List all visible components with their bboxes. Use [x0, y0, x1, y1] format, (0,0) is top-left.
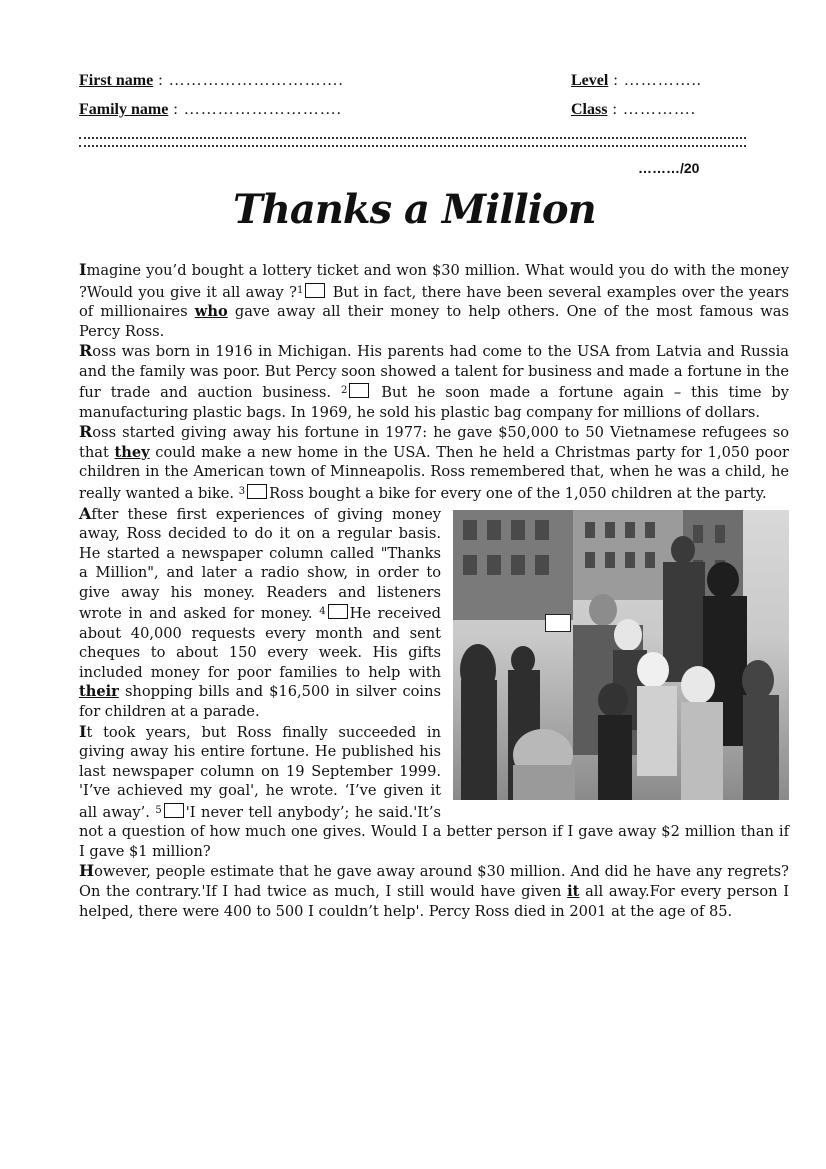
first-name-blank: : ………………………….	[153, 72, 344, 89]
gap-number-3: 3	[238, 486, 246, 498]
paragraph-5: It took years, but Ross finally succeeded in giving away his entire fortune. He published his last newspaper column on 19 September 1999. 'I’ve achieved my goal', he wrote. ‘I’ve given it all away’. $^5$ 'I never tell anybody’; he said.'It’s not a question of how much one gives. Would I a better person if I gave away $2 million than if I gave $1 million?	[79, 721, 789, 860]
gap-number-1: 1	[296, 284, 304, 296]
photo-gap-box	[545, 614, 571, 632]
paragraph-4: After these first experiences of giving money away, Ross decided to do it on a regular basis. He started a newspaper column called "Thanks a Million", and later a radio show, in order to give away his money. Readers and listeners wrote in and asked for money. $^4$ He received about 40,000 requests every month and sent cheques to about 150 every week. His gifts included money for poor families to help with their shopping bills and $16,500 in silver coins for children at a parade.	[79, 503, 441, 721]
divider	[79, 137, 746, 147]
score-box: ………/20	[638, 160, 700, 176]
answer-gap-3	[247, 484, 267, 499]
reference-word-it: it	[567, 882, 580, 900]
gap-number-5: 5	[155, 804, 162, 816]
answer-gap-5	[164, 803, 184, 818]
class-field	[571, 101, 696, 119]
reference-word-their: their	[79, 683, 119, 701]
level-label: Level	[571, 72, 609, 89]
class-label: Class	[571, 101, 608, 118]
paragraph-3: Ross started giving away his fortune in 1977: he gave $50,000 to 50 Vietnamese refugees so that they could make a new home in the USA. Then he held a Christmas party for 1,050 poor children in the American town of Minneapolis. Ross remembered that, when he was a child, he really wanted a bike. $^3$ Ross bought a bike for every one of the 1,050 children at the party.	[79, 422, 790, 503]
page-title: Thanks a Million	[233, 186, 596, 233]
photo-illustration	[453, 510, 789, 800]
level-blank: : …………..	[608, 72, 702, 89]
answer-gap-4	[328, 604, 348, 619]
gap-number-2: 2	[340, 385, 348, 397]
first-name-field	[79, 72, 344, 90]
answer-gap-1	[305, 283, 325, 298]
first-name-label: First name	[79, 72, 154, 89]
paragraph-2: Ross was born in 1916 in Michigan. His parents had come to the USA from Latvia and Russia and the family was poor. But Percy soon showed a talent for business and made a fortune in the fur trade and auction business. $^2$ But he soon made a fortune again – this time by manufacturing plastic bags. In 1969, he sold his plastic bag company for millions of dollars.	[79, 341, 789, 421]
family-name-blank: : ……………………….	[168, 101, 342, 118]
street-photo	[453, 510, 789, 800]
gap-number-4: 4	[319, 606, 326, 618]
class-blank: : ………….	[607, 101, 696, 118]
family-name-label: Family name	[79, 101, 169, 118]
reference-word-who: who	[194, 303, 228, 321]
family-name-field	[79, 101, 342, 119]
level-field	[571, 72, 702, 90]
reference-word-they: they	[114, 443, 150, 461]
paragraph-1: Imagine you’d bought a lottery ticket and won $30 million. What would you do with the money ?Would you give it all away ?$^1$ But in fact, there have been several examples over the years of millionaires who gave away all their money to help others. One of the most famous was Percy Ross.	[79, 260, 789, 340]
answer-gap-2	[349, 383, 369, 398]
paragraph-6: However, people estimate that he gave away around $30 million. And did he have any regrets? On the contrary.'If I had twice as much, I still would have given it all away.For every person I helped, there were 400 to 500 I couldn’t help'. Percy Ross died in 2001 at the age of 85.	[79, 861, 789, 920]
reading-text	[79, 260, 789, 921]
